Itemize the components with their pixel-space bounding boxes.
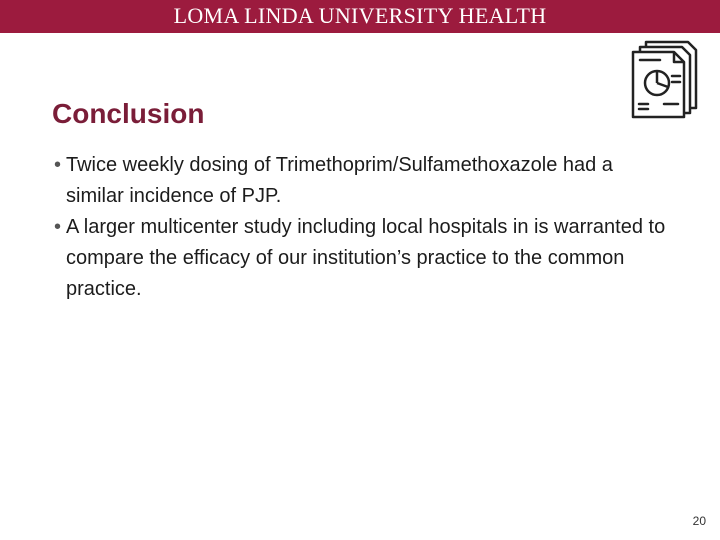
page-number: 20: [692, 514, 706, 528]
bullet-text: A larger multicenter study including local hospitals in is warranted to compare the efficacy of our institution’s practice to the common practice.: [66, 216, 666, 300]
slide-title: Conclusion: [52, 98, 205, 129]
bullet-item: [54, 212, 674, 305]
header-bar: [0, 0, 720, 33]
institution-name: LOMA LINDA UNIVERSITY HEALTH: [173, 3, 547, 28]
bullet-marker: •: [54, 154, 62, 176]
bullet-list: [54, 150, 674, 305]
bullet-marker: •: [54, 216, 62, 238]
report-document-icon: [628, 38, 698, 120]
bullet-text: Twice weekly dosing of Trimethoprim/Sulfamethoxazole had a similar incidence of PJP.: [66, 154, 613, 207]
bullet-item: [54, 150, 674, 212]
